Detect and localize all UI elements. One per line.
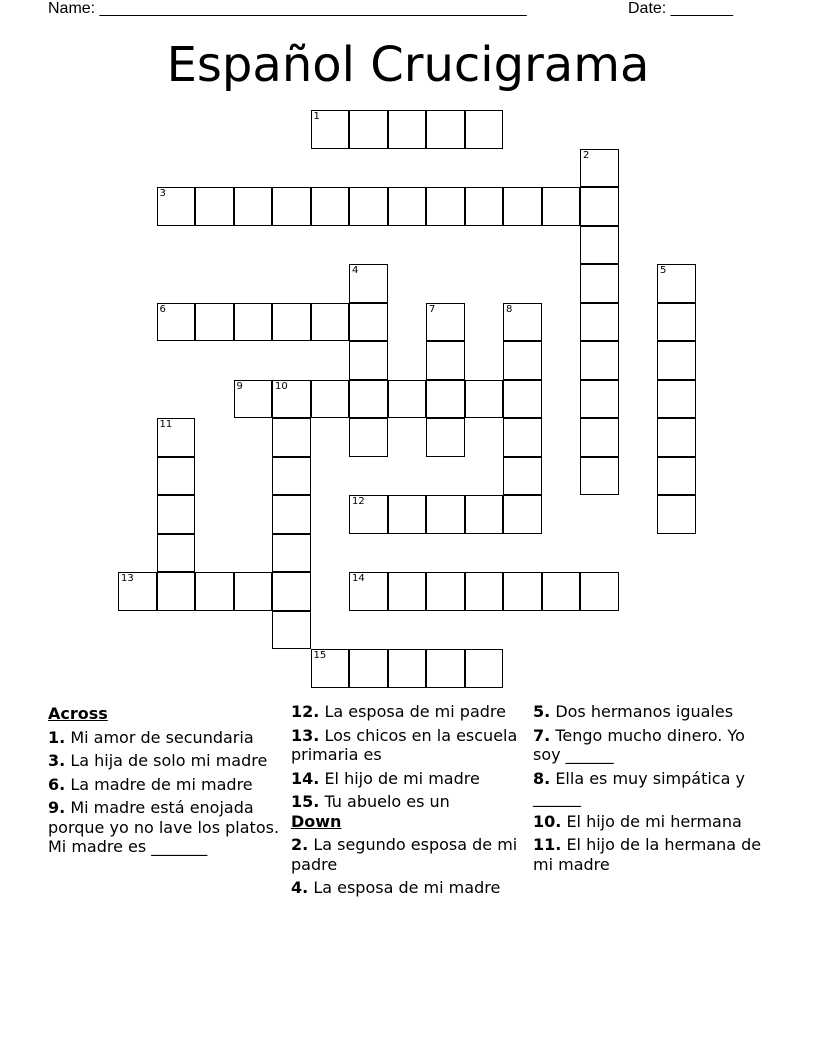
clue-across-13 [291,726,523,765]
crossword-cell[interactable] [465,572,504,611]
crossword-cell[interactable] [580,341,619,380]
crossword-cell[interactable] [272,418,311,457]
cell-number: 8 [506,303,513,315]
crossword-cell[interactable] [580,303,619,342]
cell-number: 9 [236,380,243,392]
crossword-cell[interactable] [465,110,504,149]
crossword-cell[interactable] [349,187,388,226]
date-field-label: Date: _______ [628,0,733,17]
clue-down-8 [533,769,765,808]
crossword-cell[interactable] [388,187,427,226]
clue-down-4 [291,878,523,898]
crossword-cell[interactable] [657,380,696,419]
across-heading: Across [48,704,108,723]
crossword-cell[interactable] [349,418,388,457]
crossword-cell[interactable] [657,418,696,457]
crossword-cell[interactable] [272,611,311,650]
clue-down-5 [533,702,765,722]
clue-text: La madre de mi madre [70,774,253,794]
crossword-cell[interactable] [272,457,311,496]
crossword-cell[interactable] [503,418,542,457]
crossword-cell[interactable] [542,187,581,226]
crossword-cell[interactable] [349,572,388,611]
clue-text: La esposa de mi padre [324,702,506,721]
clue-number: 12. [291,702,320,721]
clue-text: El hijo de la hermana de mi madre [533,835,762,874]
crossword-cell[interactable] [465,495,504,534]
crossword-cell[interactable] [157,303,196,342]
cell-number: 14 [352,573,365,584]
crossword-cell[interactable] [311,303,350,342]
crossword-cell[interactable] [503,187,542,226]
cell-number: 6 [159,303,166,315]
crossword-cell[interactable] [388,495,427,534]
clue-number: 4. [291,878,309,897]
crossword-cell[interactable] [349,495,388,534]
crossword-cell[interactable] [503,303,542,342]
crossword-cell[interactable] [388,572,427,611]
crossword-cell[interactable] [272,534,311,573]
clue-number: 11. [533,835,562,854]
crossword-cell[interactable] [465,649,504,688]
clue-down-7 [533,726,765,765]
clue-text: La hija de solo mi madre [70,751,268,770]
crossword-cell[interactable] [195,187,234,226]
crossword-cell[interactable] [465,380,504,419]
crossword-cell[interactable] [426,187,465,226]
clue-across-9 [48,798,280,857]
clue-number: 14. [291,768,320,788]
crossword-cell[interactable] [426,649,465,688]
crossword-cell[interactable] [311,187,350,226]
crossword-cell[interactable] [157,534,196,573]
crossword-cell[interactable] [657,341,696,380]
clue-text: El hijo de mi madre [324,768,480,788]
crossword-cell[interactable] [580,149,619,188]
crossword-cell[interactable] [272,303,311,342]
crossword-cell[interactable] [426,110,465,149]
clue-text: Mi amor de secundaria [70,727,254,747]
crossword-cell[interactable] [465,187,504,226]
clue-number: 7. [533,725,551,745]
crossword-cell[interactable] [657,495,696,534]
crossword-cell[interactable] [503,572,542,611]
clue-text: Mi madre está enojada porque yo no lave los platos. Mi madre es _______ [48,798,280,856]
crossword-cell[interactable] [657,303,696,342]
crossword-cell[interactable] [349,303,388,342]
clue-column-1 [48,702,280,857]
crossword-cell[interactable] [234,380,273,419]
clue-across-14 [291,769,523,789]
crossword-cell[interactable] [580,226,619,265]
page-title: Español Crucigrama [166,37,650,93]
clue-down-10 [533,812,765,832]
clue-across-12 [291,702,523,722]
crossword-cell[interactable] [580,457,619,496]
crossword-cell[interactable] [157,457,196,496]
clue-across-1 [48,728,280,748]
crossword-cell[interactable] [195,572,234,611]
crossword-cell[interactable] [118,572,157,611]
cell-number: 2 [583,149,590,161]
crossword-cell[interactable] [426,303,465,342]
crossword-cell[interactable] [580,572,619,611]
clue-number: 2. [291,835,309,854]
cell-number: 13 [121,573,134,584]
clue-text: Dos hermanos iguales [555,702,734,721]
down-heading: Down [291,811,342,831]
crossword-cell[interactable] [272,380,311,419]
crossword-cell[interactable] [388,649,427,688]
clue-number: 6. [48,774,66,794]
clue-number: 13. [291,725,320,745]
crossword-cell[interactable] [426,572,465,611]
crossword-cell[interactable] [234,572,273,611]
crossword-cell[interactable] [234,303,273,342]
crossword-cell[interactable] [580,264,619,303]
crossword-cell[interactable] [311,380,350,419]
cell-number: 10 [275,380,288,392]
crossword-cell[interactable] [157,572,196,611]
crossword-cell[interactable] [542,572,581,611]
clue-column-3 [533,702,765,874]
clue-number: 5. [533,702,551,721]
crossword-cell[interactable] [580,187,619,226]
clue-across-3 [48,751,280,771]
clue-number: 9. [48,798,66,817]
crossword-cell[interactable] [426,380,465,419]
crossword-cell[interactable] [311,649,350,688]
crossword-cell[interactable] [349,380,388,419]
name-field-label: Name: ________________________________________________ [48,0,527,17]
crossword-cell[interactable] [157,187,196,226]
crossword-cell[interactable] [580,380,619,419]
crossword-cell[interactable] [388,380,427,419]
crossword-cell[interactable] [657,264,696,303]
cell-number: 11 [159,419,173,430]
clue-number: 8. [533,768,551,788]
cell-number: 5 [660,265,667,276]
crossword-cell[interactable] [157,495,196,534]
clue-across-15 [291,792,523,812]
clue-column-2 [291,702,523,898]
cell-number: 3 [159,188,166,199]
clue-text: Tu abuelo es un [324,792,450,811]
crossword-cell[interactable] [503,380,542,419]
clue-text: Tengo mucho dinero. Yo soy ______ [533,725,745,764]
crossword-cell[interactable] [234,187,273,226]
crossword-cell[interactable] [426,495,465,534]
crossword-cell[interactable] [311,110,350,149]
cell-number: 15 [313,650,327,661]
clue-down-11 [533,835,765,874]
crossword-cell[interactable] [503,495,542,534]
clue-number: 3. [48,751,66,770]
clue-text: Los chicos en la escuela primaria es [291,725,518,764]
crossword-cell[interactable] [503,341,542,380]
clue-text: El hijo de mi hermana [566,811,742,831]
cell-number: 4 [352,265,359,276]
crossword-cell[interactable] [580,418,619,457]
crossword-cell[interactable] [426,418,465,457]
crossword-cell[interactable] [349,649,388,688]
crossword-cell[interactable] [349,341,388,380]
crossword-cell[interactable] [349,110,388,149]
crossword-cell[interactable] [272,187,311,226]
clue-text: La segundo esposa de mi padre [291,835,518,874]
crossword-cell[interactable] [157,418,196,457]
crossword-cell[interactable] [388,110,427,149]
cell-number: 7 [429,303,436,315]
crossword-cell[interactable] [272,495,311,534]
clue-text: La esposa de mi madre [313,878,501,897]
crossword-cell[interactable] [503,457,542,496]
crossword-cell[interactable] [426,341,465,380]
clue-text: Ella es muy simpática y ______ [533,768,745,807]
crossword-cell[interactable] [657,457,696,496]
crossword-cell[interactable] [349,264,388,303]
crossword-cell[interactable] [195,303,234,342]
clue-number: 1. [48,727,66,747]
crossword-cell[interactable] [272,572,311,611]
cell-number: 12 [352,496,365,507]
clue-across-6 [48,775,280,795]
clue-number: 10. [533,811,562,831]
clue-number: 15. [291,792,320,811]
clue-down-2 [291,835,523,874]
cell-number: 1 [313,111,320,122]
